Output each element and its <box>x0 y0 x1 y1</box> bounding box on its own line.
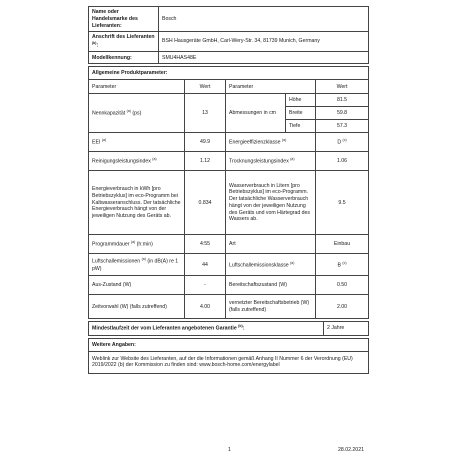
height-value: 81.5 <box>316 94 369 107</box>
document-date: 28.02.2021 <box>338 447 364 453</box>
additional-info-table <box>88 338 369 374</box>
noise-class-label: Luftschallemissionsklasse $^{(a)}$ <box>226 254 316 276</box>
water-consumption-label: Wasserverbrauch in Litern [pro Betriebszyklus] im eco-Programm. Der tatsächliche Wasserverbrauch hängt von der jeweiligen Nutzung des Geräts und vom Härtegrad des Wassers ab. <box>226 171 316 235</box>
width-label: Breite <box>286 107 316 120</box>
warranty-label: Mindestlaufzeit der vom Lieferanten angebotenen Garantie $^{(b)}$: <box>89 322 324 335</box>
depth-value: 57.3 <box>316 120 369 133</box>
col-header-param: Parameter <box>89 80 185 94</box>
delay-start-label: Zeitvorwahl (W) (falls zutreffend) <box>89 295 185 319</box>
col-header-value2: Wert <box>316 80 369 94</box>
energy-class-label: Energieeffizienzklasse $^{(a)}$ <box>226 133 316 152</box>
depth-label: Tiefe <box>286 120 316 133</box>
height-label: Höhe <box>286 94 316 107</box>
warranty-value: 2 Jahre <box>324 322 369 335</box>
drying-index-value: 1.06 <box>316 152 369 171</box>
col-header-param2: Parameter <box>226 80 316 94</box>
supplier-name-label: Name oder Handelsmarke des Lieferanten: <box>89 7 159 32</box>
supplier-table <box>88 6 369 64</box>
general-heading: Allgemeine Produktparameter: <box>89 67 369 80</box>
energy-class-value: D $^{(c)}$ <box>316 133 369 152</box>
program-duration-value: 4:55 <box>185 235 226 254</box>
drying-index-label: Trocknungsleistungsindex $^{(a)}$ <box>226 152 316 171</box>
supplier-name-value: Bosch <box>159 7 369 32</box>
cleaning-index-value: 1.12 <box>185 152 226 171</box>
program-duration-label: Programmdauer $^{(a)}$ (h:min) <box>89 235 185 254</box>
energy-consumption-label: Energieverbrauch in kWh [pro Betriebszyklus] im eco-Programm bei Kaltwasseranschluss. Der tatsächliche Energieverbrauch hängt von der jeweiligen Nutzung des Geräts ab. <box>89 171 185 235</box>
noise-class-value: B $^{(c)}$ <box>316 254 369 276</box>
additional-heading: Weitere Angaben: <box>89 338 369 351</box>
general-parameters-table <box>88 66 369 319</box>
networked-standby-value: 2.00 <box>316 295 369 319</box>
eei-value: 49.9 <box>185 133 226 152</box>
supplier-address-label: Anschrift des Lieferanten $^{(b)}$: <box>89 32 159 52</box>
water-consumption-value: 9.5 <box>316 171 369 235</box>
model-label: Modellkennung: <box>89 52 159 64</box>
off-mode-value: - <box>185 276 226 295</box>
model-value: SMU4HAS48E <box>159 52 369 64</box>
warranty-table <box>88 321 369 335</box>
page-number: 1 <box>228 447 231 453</box>
additional-text: Weblink zur Website des Lieferanten, auf der die Informationen gemäß Anhang II Nummer 6 der Verordnung (EU) 2019/2022 (b) der Kommission zu finden sind: www.bosch-home.com/energylabel <box>89 351 369 373</box>
delay-start-value: 4.00 <box>185 295 226 319</box>
supplier-address-value: BSH Hausgeräte GmbH, Carl-Wery-Str. 34, 81739 Munich, Germany <box>159 32 369 52</box>
capacity-label: Nennkapazität $^{(a)}$ (ps) <box>89 94 185 133</box>
noise-label: Luftschallemissionen $^{(a)}$ (in dB(A) re 1 pW) <box>89 254 185 276</box>
noise-value: 44 <box>185 254 226 276</box>
dimensions-label: Abmessungen in cm <box>226 94 286 133</box>
off-mode-label: Aus-Zustand (W) <box>89 276 185 295</box>
standby-value: 0.50 <box>316 276 369 295</box>
type-value: Einbau <box>316 235 369 254</box>
standby-label: Bereitschaftszustand (W) <box>226 276 316 295</box>
energy-consumption-value: 0.834 <box>185 171 226 235</box>
width-value: 59.8 <box>316 107 369 120</box>
type-label: Art <box>226 235 316 254</box>
cleaning-index-label: Reinigungsleistungsindex $^{(a)}$ <box>89 152 185 171</box>
eei-label: EEI $^{(a)}$ <box>89 133 185 152</box>
col-header-value: Wert <box>185 80 226 94</box>
capacity-value: 13 <box>185 94 226 133</box>
networked-standby-label: vernetzter Bereitschaftsbetrieb (W) (falls zutreffend) <box>226 295 316 319</box>
product-information-sheet <box>88 6 369 374</box>
